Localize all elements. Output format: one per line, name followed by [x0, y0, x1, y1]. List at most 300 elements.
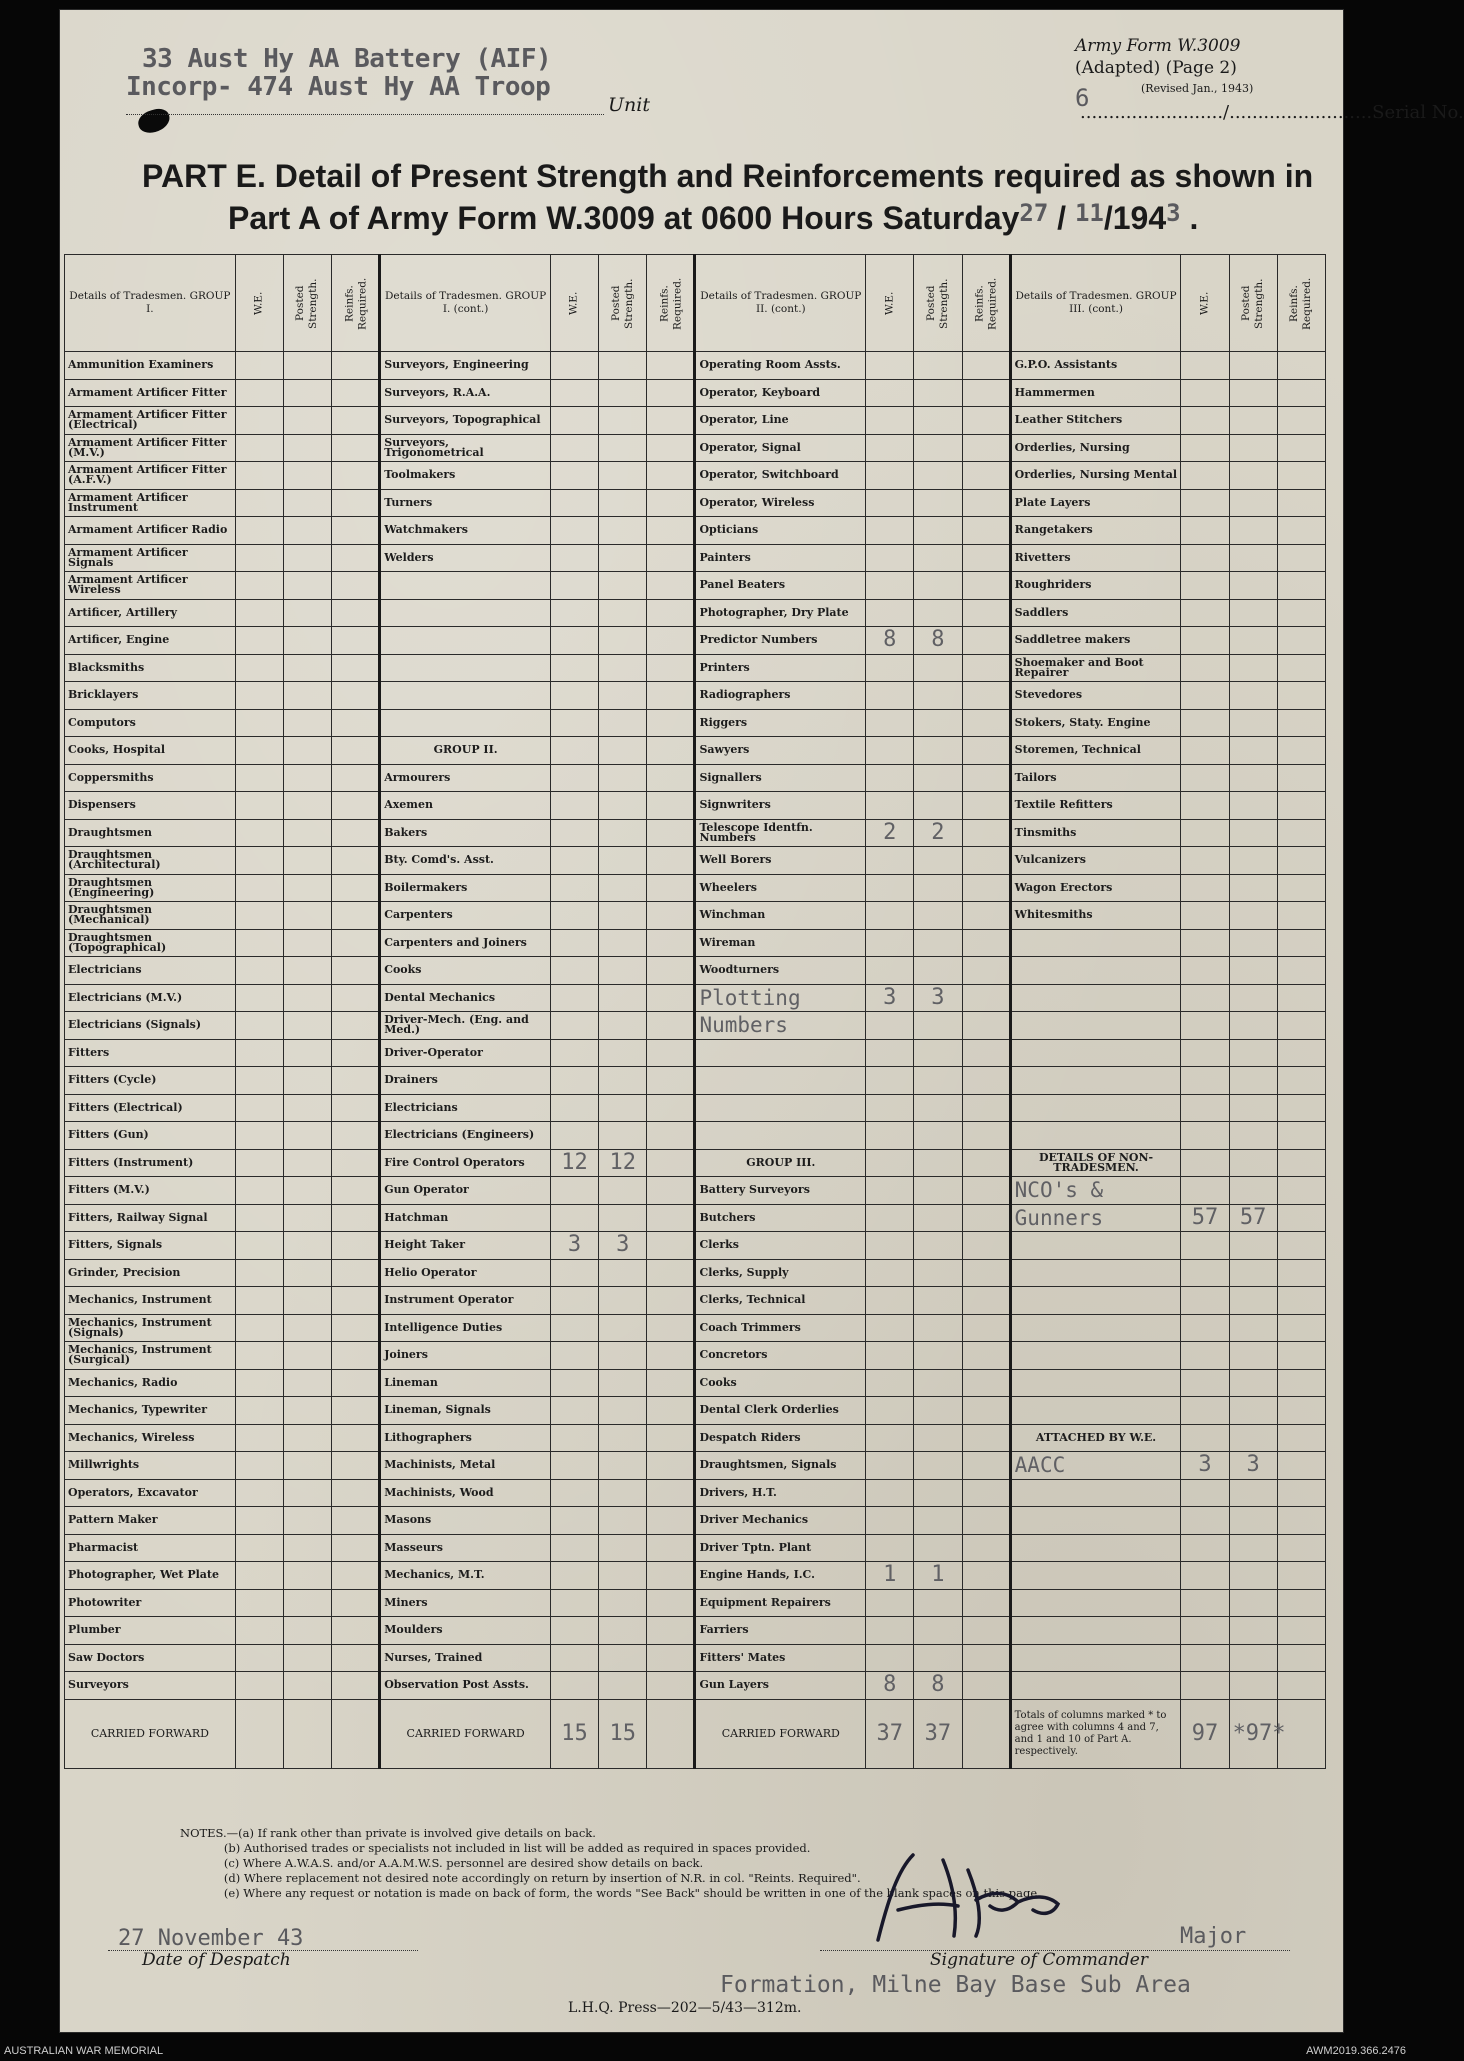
posted-strength-value — [914, 1507, 962, 1535]
reinfs-required-value — [332, 407, 380, 435]
we-value — [866, 379, 914, 407]
reinfs-required-value — [647, 1204, 695, 1232]
reinfs-required-value — [332, 1094, 380, 1122]
we-value — [866, 1534, 914, 1562]
reinfs-required-value — [1277, 1012, 1325, 1040]
reinfs-required-value — [962, 544, 1010, 572]
we-value — [550, 902, 598, 930]
table-row — [65, 352, 1326, 380]
we-value — [550, 627, 598, 655]
we-value — [1181, 1259, 1229, 1287]
reinfs-required-value — [647, 1424, 695, 1452]
posted-strength-value — [914, 1012, 962, 1040]
table-row — [65, 434, 1326, 462]
we-value — [866, 957, 914, 985]
trade-name: Dental Clerk Orderlies — [695, 1397, 866, 1425]
posted-strength-value — [283, 1672, 331, 1700]
reinfs-required-value — [962, 1424, 1010, 1452]
we-value — [550, 847, 598, 875]
we-value — [235, 1589, 283, 1617]
header-posted: Posted Strength. — [283, 255, 331, 352]
table-row — [65, 1039, 1326, 1067]
posted-strength-value — [599, 544, 647, 572]
reinfs-required-value — [1277, 1534, 1325, 1562]
reinfs-required-value — [962, 737, 1010, 765]
trade-name: DETAILS OF NON-TRADESMEN. — [1010, 1149, 1181, 1177]
table-header-row — [65, 255, 1326, 352]
trade-name: Surveyors, Topographical — [380, 407, 551, 435]
posted-strength-value — [914, 902, 962, 930]
reinfs-required-value — [962, 709, 1010, 737]
trade-name: Armament Artificer Fitter (A.F.V.) — [65, 462, 236, 490]
we-value — [1181, 1012, 1229, 1040]
reinfs-required-value — [962, 874, 1010, 902]
we-value — [235, 929, 283, 957]
posted-strength-value — [1229, 1287, 1277, 1315]
table-row — [65, 1534, 1326, 1562]
table-row — [65, 709, 1326, 737]
trade-name: Farriers — [695, 1617, 866, 1645]
posted-strength-value — [914, 654, 962, 682]
reinfs-required-value — [1277, 1204, 1325, 1232]
posted-strength-value — [599, 1122, 647, 1150]
table-row — [65, 1507, 1326, 1535]
reinfs-required-value — [332, 764, 380, 792]
reinfs-required-value — [962, 1177, 1010, 1205]
posted-strength-value — [1229, 1122, 1277, 1150]
table-row — [65, 1397, 1326, 1425]
trade-name: Photographer, Wet Plate — [65, 1562, 236, 1590]
posted-strength-value — [1229, 847, 1277, 875]
trade-name: Joiners — [380, 1342, 551, 1370]
posted-strength-value — [283, 434, 331, 462]
posted-strength-value — [599, 462, 647, 490]
reinfs-required-value — [1277, 847, 1325, 875]
reinfs-required-value — [647, 654, 695, 682]
trade-name: Radiographers — [695, 682, 866, 710]
posted-strength-value — [599, 929, 647, 957]
we-value — [550, 352, 598, 380]
trade-name: Armourers — [380, 764, 551, 792]
we-value — [235, 1342, 283, 1370]
reinfs-required-value — [962, 1644, 1010, 1672]
reinfs-required-value — [1277, 1452, 1325, 1480]
posted-strength-value — [1229, 792, 1277, 820]
posted-strength-value — [1229, 682, 1277, 710]
posted-strength-value — [599, 737, 647, 765]
posted-strength-value — [283, 737, 331, 765]
reinfs-required-value — [332, 1149, 380, 1177]
trade-name: Armament Artificer Instrument — [65, 489, 236, 517]
posted-strength-value — [1229, 1259, 1277, 1287]
trade-name: Mechanics, Typewriter — [65, 1397, 236, 1425]
trade-name: Fitters, Railway Signal — [65, 1204, 236, 1232]
we-value — [550, 379, 598, 407]
trade-name: Draughtsmen (Engineering) — [65, 874, 236, 902]
posted-strength-value — [914, 407, 962, 435]
trade-name: Carpenters — [380, 902, 551, 930]
posted-strength-value — [1229, 957, 1277, 985]
unit-line-2: Incorp- 474 Aust Hy AA Troop — [126, 72, 551, 102]
posted-strength-value — [914, 1342, 962, 1370]
posted-strength-value: 1 — [914, 1562, 962, 1590]
we-value — [866, 1369, 914, 1397]
trade-name: Moulders — [380, 1617, 551, 1645]
trade-name: Hatchman — [380, 1204, 551, 1232]
trade-name: Electricians (Engineers) — [380, 1122, 551, 1150]
reinfs-required-value — [332, 1314, 380, 1342]
we-value — [1181, 1479, 1229, 1507]
we-value — [1181, 544, 1229, 572]
table-row — [65, 929, 1326, 957]
we-value — [1181, 462, 1229, 490]
posted-strength-value — [1229, 1342, 1277, 1370]
posted-strength-value — [914, 874, 962, 902]
table-row — [65, 957, 1326, 985]
despatch-label: Date of Despatch — [142, 1950, 291, 1970]
posted-strength-value — [283, 489, 331, 517]
reinfs-required-value — [647, 792, 695, 820]
we-value: 2 — [866, 819, 914, 847]
reinfs-required-value — [962, 1039, 1010, 1067]
posted-strength-value — [599, 1562, 647, 1590]
trade-name: Lithographers — [380, 1424, 551, 1452]
trade-name: Vulcanizers — [1010, 847, 1181, 875]
reinfs-required-value — [962, 1314, 1010, 1342]
we-value — [235, 654, 283, 682]
trade-name: ATTACHED BY W.E. — [1010, 1424, 1181, 1452]
reinfs-required-value — [962, 434, 1010, 462]
trade-name: Machinists, Wood — [380, 1479, 551, 1507]
trade-name: Dispensers — [65, 792, 236, 820]
trade-name: Artificer, Artillery — [65, 599, 236, 627]
we-value — [235, 709, 283, 737]
trade-name — [695, 1039, 866, 1067]
trade-name: Drainers — [380, 1067, 551, 1095]
we-value — [550, 1122, 598, 1150]
reinfs-required-value — [962, 1452, 1010, 1480]
reinfs-required-value — [332, 1562, 380, 1590]
we-value: 12 — [550, 1149, 598, 1177]
reinfs-required-value — [647, 1342, 695, 1370]
reinfs-required-value — [1277, 434, 1325, 462]
date-month: 11 — [1074, 199, 1104, 227]
we-value — [235, 1314, 283, 1342]
trade-name: Blacksmiths — [65, 654, 236, 682]
posted-strength-value — [914, 792, 962, 820]
reinfs-required-value — [332, 1479, 380, 1507]
posted-strength-value — [1229, 1232, 1277, 1260]
we-value — [235, 682, 283, 710]
reinfs-required-value — [332, 902, 380, 930]
we-value — [235, 517, 283, 545]
posted-strength-value — [1229, 627, 1277, 655]
title-text: Part A of Army Form W.3009 at 0600 Hours Saturday — [228, 200, 1020, 236]
trade-name — [380, 709, 551, 737]
we-value: 57 — [1181, 1204, 1229, 1232]
posted-strength-value — [1229, 709, 1277, 737]
reinfs-required-value — [962, 462, 1010, 490]
reinfs-required-value — [1277, 462, 1325, 490]
we-value — [866, 1012, 914, 1040]
posted-strength-value — [1229, 544, 1277, 572]
we-value — [866, 1149, 914, 1177]
cf-g2c-reinfs — [962, 1699, 1010, 1768]
posted-strength-value — [599, 1259, 647, 1287]
we-value — [866, 1479, 914, 1507]
posted-strength-value — [599, 1039, 647, 1067]
page-title-line-1: PART E. Detail of Present Strength and Reinforcements required as shown in — [142, 158, 1314, 194]
reinfs-required-value — [962, 654, 1010, 682]
reinfs-required-value — [332, 379, 380, 407]
posted-strength-value — [599, 1287, 647, 1315]
reinfs-required-value — [332, 489, 380, 517]
trade-name: Welders — [380, 544, 551, 572]
we-value — [235, 1507, 283, 1535]
posted-strength-value — [599, 764, 647, 792]
posted-strength-value — [914, 737, 962, 765]
reinfs-required-value — [647, 352, 695, 380]
header-group-1: Details of Tradesmen. GROUP I. — [65, 255, 236, 352]
trade-name: Engine Hands, I.C. — [695, 1562, 866, 1590]
reinfs-required-value — [647, 1369, 695, 1397]
reinfs-required-value — [1277, 654, 1325, 682]
we-value — [1181, 1534, 1229, 1562]
header-reinfs: Reinfs. Required. — [647, 255, 695, 352]
trade-name: Armament Artificer Radio — [65, 517, 236, 545]
trade-name: Hammermen — [1010, 379, 1181, 407]
we-value — [1181, 379, 1229, 407]
we-value — [866, 737, 914, 765]
we-value — [1181, 792, 1229, 820]
we-value — [235, 1177, 283, 1205]
trade-name: Driver-Operator — [380, 1039, 551, 1067]
trade-name: Gun Layers — [695, 1672, 866, 1700]
reinfs-required-value — [1277, 984, 1325, 1012]
we-value — [235, 434, 283, 462]
trade-name — [1010, 1067, 1181, 1095]
posted-strength-value — [914, 1397, 962, 1425]
reinfs-required-value — [332, 1424, 380, 1452]
we-value — [550, 517, 598, 545]
trade-name: Drivers, H.T. — [695, 1479, 866, 1507]
trade-name: Fire Control Operators — [380, 1149, 551, 1177]
we-value — [550, 654, 598, 682]
reinfs-required-value — [1277, 1094, 1325, 1122]
reinfs-required-value — [647, 1122, 695, 1150]
trade-name: Mechanics, Instrument — [65, 1287, 236, 1315]
posted-strength-value — [914, 1479, 962, 1507]
we-value — [550, 1314, 598, 1342]
we-value — [1181, 1287, 1229, 1315]
we-value — [1181, 1122, 1229, 1150]
trade-name: Well Borers — [695, 847, 866, 875]
totals-note: Totals of columns marked * to agree with columns 4 and 7, and 1 and 10 of Part A. respectively. — [1010, 1699, 1181, 1768]
posted-strength-value — [283, 572, 331, 600]
table-row — [65, 1094, 1326, 1122]
trade-name: Operator, Keyboard — [695, 379, 866, 407]
we-value — [1181, 1369, 1229, 1397]
reinfs-required-value — [647, 984, 695, 1012]
posted-strength-value — [599, 874, 647, 902]
reinfs-required-value — [962, 984, 1010, 1012]
table-row — [65, 1479, 1326, 1507]
reinfs-required-value — [962, 379, 1010, 407]
posted-strength-value — [1229, 874, 1277, 902]
serial-label: Serial No. — [1372, 102, 1464, 123]
posted-strength-value — [599, 489, 647, 517]
we-value — [866, 462, 914, 490]
trade-name: Miners — [380, 1589, 551, 1617]
we-value — [1181, 1507, 1229, 1535]
trade-name: Operator, Switchboard — [695, 462, 866, 490]
table-row — [65, 627, 1326, 655]
trade-name: Ammunition Examiners — [65, 352, 236, 380]
reinfs-required-value — [647, 627, 695, 655]
posted-strength-value — [914, 1122, 962, 1150]
table-row — [65, 1232, 1326, 1260]
reinfs-required-value — [1277, 1177, 1325, 1205]
reinfs-required-value — [1277, 737, 1325, 765]
we-value — [866, 1287, 914, 1315]
we-value — [866, 874, 914, 902]
reinfs-required-value — [1277, 1644, 1325, 1672]
we-value — [235, 764, 283, 792]
we-value — [866, 1067, 914, 1095]
reinfs-required-value — [962, 572, 1010, 600]
we-value: 1 — [866, 1562, 914, 1590]
serial-value: 6 — [1075, 84, 1090, 112]
we-value — [550, 599, 598, 627]
trade-name: Mechanics, Instrument (Surgical) — [65, 1342, 236, 1370]
trade-name: Rangetakers — [1010, 517, 1181, 545]
trade-name: Mechanics, Radio — [65, 1369, 236, 1397]
form-page — [60, 10, 1464, 2032]
header-group-1-cont: Details of Tradesmen. GROUP I. (cont.) — [380, 255, 551, 352]
reinfs-required-value — [647, 1039, 695, 1067]
we-value — [550, 1397, 598, 1425]
trade-name: Signwriters — [695, 792, 866, 820]
header-we: W.E. — [866, 255, 914, 352]
we-value: 8 — [866, 1672, 914, 1700]
reinfs-required-value — [962, 1589, 1010, 1617]
trade-name: Computors — [65, 709, 236, 737]
reinfs-required-value — [332, 1617, 380, 1645]
trade-name: Plate Layers — [1010, 489, 1181, 517]
reinfs-required-value — [1277, 1397, 1325, 1425]
trade-name: Orderlies, Nursing — [1010, 434, 1181, 462]
table-row — [65, 764, 1326, 792]
posted-strength-value — [283, 1452, 331, 1480]
table-row — [65, 1589, 1326, 1617]
we-value — [866, 517, 914, 545]
we-value — [235, 1067, 283, 1095]
reinfs-required-value — [1277, 792, 1325, 820]
posted-strength-value — [599, 1507, 647, 1535]
trade-name: G.P.O. Assistants — [1010, 352, 1181, 380]
trade-name: Rivetters — [1010, 544, 1181, 572]
we-value — [235, 1204, 283, 1232]
posted-strength-value — [283, 1122, 331, 1150]
table-row — [65, 682, 1326, 710]
reinfs-required-value — [332, 874, 380, 902]
posted-strength-value — [599, 1177, 647, 1205]
reinfs-required-value — [1277, 379, 1325, 407]
reinfs-required-value — [332, 1067, 380, 1095]
posted-strength-value — [1229, 517, 1277, 545]
reinfs-required-value — [647, 1479, 695, 1507]
reinfs-required-value — [332, 1122, 380, 1150]
posted-strength-value — [914, 1452, 962, 1480]
posted-strength-value — [599, 1369, 647, 1397]
we-value — [866, 1342, 914, 1370]
we-value — [1181, 764, 1229, 792]
we-value — [235, 1644, 283, 1672]
we-value — [1181, 1094, 1229, 1122]
trade-name: Riggers — [695, 709, 866, 737]
posted-strength-value: 8 — [914, 627, 962, 655]
we-value — [235, 1287, 283, 1315]
posted-strength-value — [914, 544, 962, 572]
we-value — [866, 764, 914, 792]
carried-forward-row — [65, 1699, 1326, 1768]
reinfs-required-value — [647, 1397, 695, 1425]
reinfs-required-value — [647, 929, 695, 957]
posted-strength-value — [599, 902, 647, 930]
reinfs-required-value — [647, 1589, 695, 1617]
posted-strength-value — [283, 902, 331, 930]
reinfs-required-value — [1277, 1149, 1325, 1177]
we-value — [550, 1204, 598, 1232]
we-value — [1181, 352, 1229, 380]
date-year-suffix: 3 — [1166, 199, 1181, 227]
trade-name: Coppersmiths — [65, 764, 236, 792]
posted-strength-value — [1229, 929, 1277, 957]
we-value — [866, 1314, 914, 1342]
posted-strength-value — [1229, 572, 1277, 600]
reinfs-required-value — [1277, 1507, 1325, 1535]
reinfs-required-value — [332, 819, 380, 847]
trade-name: Cooks — [380, 957, 551, 985]
trade-name: Fitters (Instrument) — [65, 1149, 236, 1177]
trade-name: Signallers — [695, 764, 866, 792]
reinfs-required-value — [647, 682, 695, 710]
header-posted: Posted Strength. — [914, 255, 962, 352]
reinfs-required-value — [332, 792, 380, 820]
trade-name: Pharmacist — [65, 1534, 236, 1562]
header-we: W.E. — [550, 255, 598, 352]
trade-name: Wagon Erectors — [1010, 874, 1181, 902]
reinfs-required-value — [332, 1589, 380, 1617]
we-value — [550, 1067, 598, 1095]
we-value — [1181, 434, 1229, 462]
reinfs-required-value — [1277, 407, 1325, 435]
reinfs-required-value — [1277, 1479, 1325, 1507]
posted-strength-value — [1229, 1479, 1277, 1507]
trade-name — [1010, 1617, 1181, 1645]
reinfs-required-value — [647, 847, 695, 875]
header-we: W.E. — [1181, 255, 1229, 352]
reinfs-required-value — [332, 929, 380, 957]
we-value — [866, 847, 914, 875]
reinfs-required-value — [962, 682, 1010, 710]
reinfs-required-value — [332, 1177, 380, 1205]
we-value — [235, 1259, 283, 1287]
we-value — [866, 352, 914, 380]
trade-name: Electricians — [65, 957, 236, 985]
posted-strength-value — [283, 599, 331, 627]
reinfs-required-value — [332, 627, 380, 655]
